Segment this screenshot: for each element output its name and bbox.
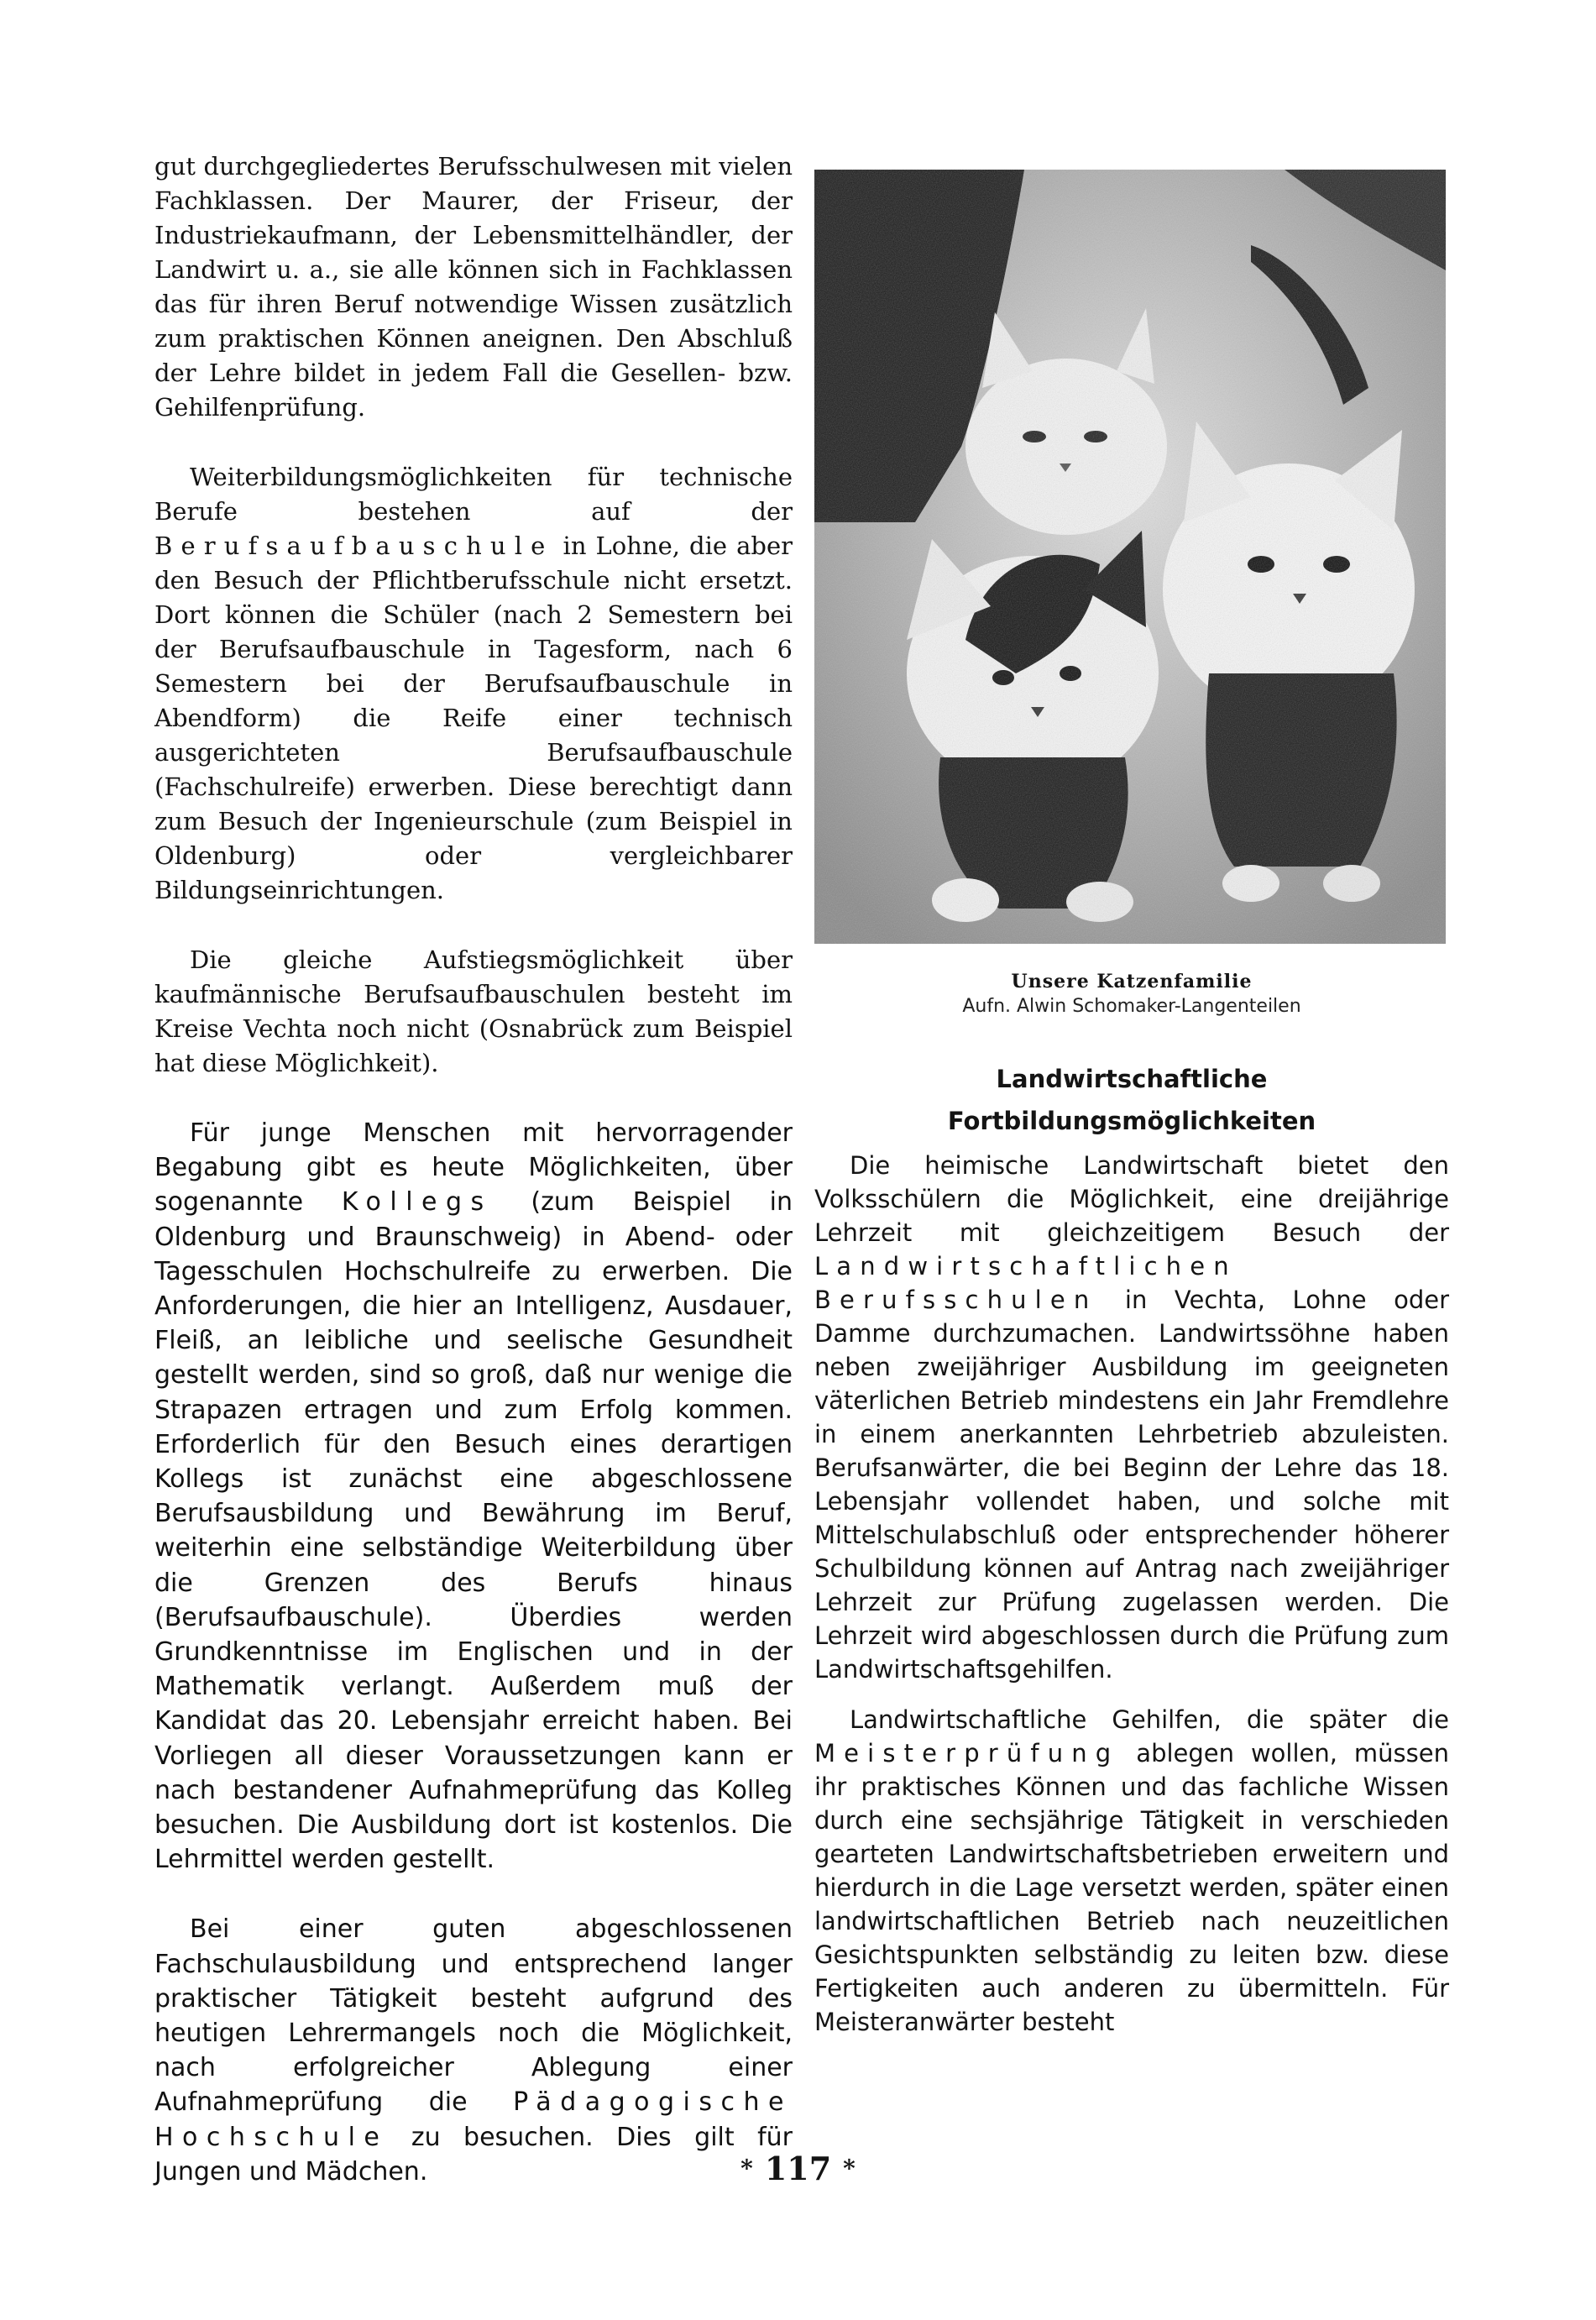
paragraph-kaufmaennisch: Die gleiche Aufstiegsmöglichkeit über kaufmännische Berufsaufbauschulen besteht im Kreise Vechta noch nicht (Osnabrück zum Beispiel hat diese Möglichkeit). — [154, 945, 793, 1077]
paragraph-berufsschulwesen: gut durchgegliedertes Berufsschulwesen mit vielen Fachklassen. Der Maurer, der Friseur, der Industriekaufmann, der Lebensmittelhändler, der Landwirt u. a., sie alle können sich in Fachklassen das für ihren Beruf notwendige Wissen zusätzlich zum praktischen Können aneignen. Den Abschluß der Lehre bildet in jedem Fall die Gesellen- bzw. Gehilfenprüfung. — [154, 152, 793, 422]
right-text-block — [814, 1149, 1449, 2039]
kittens-photo — [814, 170, 1446, 944]
text-run: (zum Beispiel in Oldenburg und Braunschweig) in Abend- oder Tagesschulen Hochschulreife zu erwerben. Die Anforderungen, die hier an Intelligenz, Ausdauer, Fleiß, an leibliche und seelische Gesundheit gestellt werden, sind so groß, daß nur wenige die Strapazen ertragen und zum Erfolg kommen. Erforderlich für den Besuch eines derartigen Kollegs ist zunächst eine abgeschlossene Berufsausbildung und Bewährung im Beruf, weiterhin eine selbständige Weiterbildung über die Grenzen des Berufs hinaus (Berufsaufbauschule). Überdies werden Grundkenntnisse im Englischen und in der Mathematik verlangt. Außerdem muß der Kandidat das 20. Lebensjahr erreicht haben. Bei Vorliegen all dieser Voraussetzungen kann er nach bestandener Aufnahmeprüfung das Kolleg besuchen. Die Ausbildung dort ist kostenlos. Die Lehrmittel werden gestellt. — [154, 1187, 793, 1875]
paragraph-paedagogische-hochschule — [154, 1912, 793, 2189]
star-ornament-right: * — [843, 2155, 856, 2182]
text-run: Für junge Menschen mit hervorragender Begabung gibt es heute Möglichkeiten, über sogenannte — [154, 1118, 793, 1218]
right-column — [814, 149, 1449, 2056]
text-run: Die heimische Landwirtschaft bietet den Volksschülern die Möglichkeit, eine dreijährige Lehrzeit mit gleichzeitigem Besuch der — [814, 1151, 1449, 1247]
left-column — [154, 149, 793, 2224]
paragraph-kollegs — [154, 1116, 793, 1877]
paragraph-weiterbildung — [154, 460, 793, 908]
paragraph-landwirtschaft — [814, 1149, 1449, 1686]
text-run: in Vechta, Lohne oder Damme durchzumachen. Landwirtssöhne haben neben zweijähriger Ausbildung im geeigneten väterlichen Betrieb mindestens ein Jahr Fremdlehre in einem anerkannten Lehrbetrieb abzuleisten. Berufsanwärter, die bei Beginn der Lehre das 18. Lebensjahr vollendet haben, und solche mit Mittelschulabschluß oder entsprechender höherer Schulbildung können auf Antrag nach zweijähriger Lehrzeit zur Prüfung zugelassen werden. Die Lehrzeit wird abgeschlossen durch die Prüfung zum Landwirtschaftsgehilfen. — [814, 1286, 1449, 1684]
caption-credit: Aufn. Alwin Schomaker-Langenteilen — [962, 996, 1301, 1017]
photo-caption — [814, 969, 1449, 1019]
spaced-term: Berufsaufbauschule — [154, 532, 554, 560]
text-run: in Lohne, die aber den Besuch der Pflichtberufsschule nicht ersetzt. Dort können die Schüler (nach 2 Semestern bei der Berufsaufbauschule in Tagesform, nach 6 Semestern bei der Berufsaufbauschule in Abendform) die Reife einer technisch ausgerichteten Berufsaufbauschule (Fachschulreife) erwerben. Diese berechtigt dann zum Besuch der Ingenieurschule (zum Beispiel in Oldenburg) oder vergleichbarer Bildungseinrichtungen. — [154, 532, 793, 904]
caption-title: Unsere Katzenfamilie — [1011, 971, 1253, 992]
text-run: Landwirtschaftliche Gehilfen, die später die — [850, 1705, 1449, 1734]
spaced-term: Kollegs — [341, 1187, 493, 1218]
section-heading: Landwirtschaftliche Fortbildungsmöglichkeiten — [947, 1065, 1316, 1135]
text-run: ablegen wollen, müssen ihr praktisches Können und das fachliche Wissen durch eine sechsjährige Tätigkeit in verschieden gearteten Landwirtschaftsbetrieben erweitern und hierdurch in die Lage versetzt werden, später einen landwirtschaftlichen Betrieb nach neuzeitlichen Gesichtspunkten selbständig zu leiten bzw. diese Fertigkeiten auch anderen zu übermitteln. Für Meisteranwärter besteht — [814, 1739, 1449, 2036]
text-run: zu besuchen. Dies gilt für Jungen und Mädchen. — [154, 2122, 793, 2186]
spaced-term: Meisterprüfung — [814, 1739, 1120, 1767]
page-number-footer — [0, 2150, 1596, 2187]
star-ornament-left: * — [740, 2155, 753, 2182]
paragraph-meisterpruefung — [814, 1703, 1449, 2039]
spaced-term: Landwirtschaftlichen Berufsschulen — [814, 1252, 1238, 1314]
text-run: Weiterbildungsmöglichkeiten für technische Berufe bestehen auf der — [154, 463, 793, 526]
page-number: 117 — [764, 2150, 832, 2187]
spaced-term: Pädagogische Hochschule — [154, 2087, 793, 2152]
kittens-photo-illustration — [814, 170, 1446, 944]
text-run: Bei einer guten abgeschlossenen Fachschulausbildung und entsprechend langer praktischer Tätigkeit besteht aufgrund des heutigen Lehrermangels noch die Möglichkeit, nach erfolgreicher Ablegung einer Aufnahmeprüfung die — [154, 1914, 793, 2118]
